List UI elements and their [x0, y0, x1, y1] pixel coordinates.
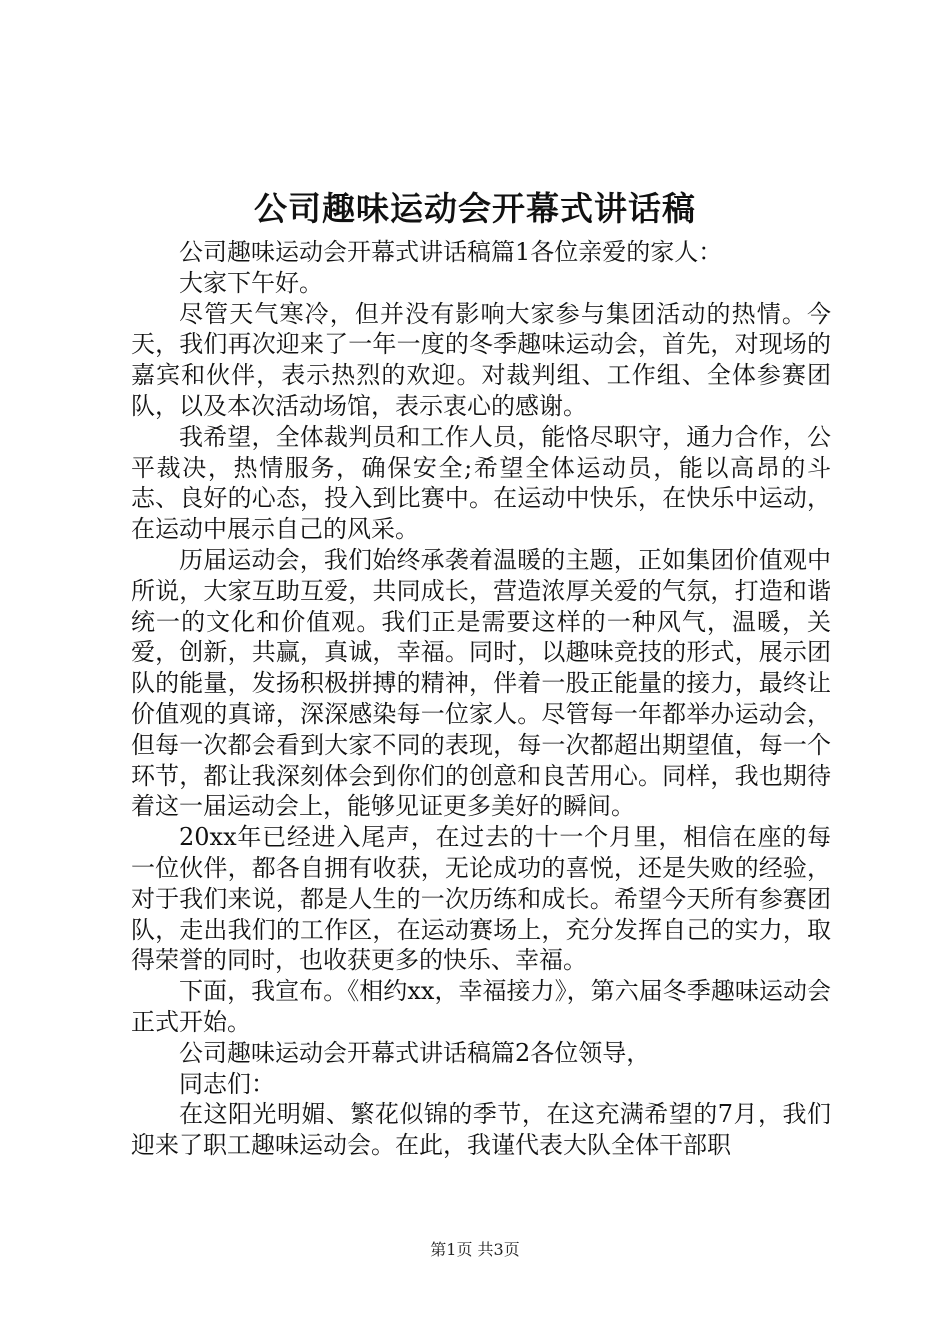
paragraph-10: 在这阳光明媚、繁花似锦的季节，在这充满希望的7月，我们迎来了职工趣味运动会。在此，我谨代表大队全体干部职 [131, 1100, 831, 1160]
page-footer: 第1页 共3页 [430, 1240, 520, 1259]
paragraph-9: 同志们： [179, 1069, 275, 1098]
document-body [131, 237, 831, 1161]
paragraph-1: 公司趣味运动会开幕式讲话稿篇1各位亲爱的家人： [179, 238, 723, 266]
paragraph-2: 大家下午好。 [179, 268, 323, 297]
paragraph-6: 20xx年已经进入尾声，在过去的十一个月里，相信在座的每一位伙伴，都各自拥有收获，无论成功的喜悦，还是失败的经验，对于我们来说，都是人生的一次历练和成长。希望今天所有参赛团队，走出我们的工作区，在运动赛场上，充分发挥自己的实力，取得荣誉的同时，也收获更多的快乐、幸福。 [131, 823, 831, 975]
paragraph-7: 下面，我宣布。《相约xx，幸福接力》，第六届冬季趣味运动会正式开始。 [131, 977, 831, 1036]
document-title: 公司趣味运动会开幕式讲话稿 [254, 189, 696, 228]
paragraph-5: 历届运动会，我们始终承袭着温暖的主题，正如集团价值观中所说，大家互助互爱，共同成长，营造浓厚关爱的气氛，打造和谐统一的文化和价值观。我们正是需要这样的一种风气，温暖，关爱，创新，共赢，真诚，幸福。同时，以趣味竞技的形式，展示团队的能量，发扬积极拼搏的精神，伴着一股正能量的接力，最终让价值观的真谛，深深感染每一位家人。尽管每一年都举办运动会，但每一次都会看到大家不同的表现，每一次都超出期望值，每一个环节，都让我深刻体会到你们的创意和良苦用心。同样，我也期待着这一届运动会上，能够见证更多美好的瞬间。 [131, 545, 831, 821]
paragraph-4: 我希望，全体裁判员和工作人员，能恪尽职守，通力合作，公平裁决，热情服务，确保安全;希望全体运动员，能以高昂的斗志、良好的心态，投入到比赛中。在运动中快乐，在快乐中运动，在运动中展示自己的风采。 [131, 422, 831, 544]
paragraph-8: 公司趣味运动会开幕式讲话稿篇2各位领导， [179, 1038, 651, 1067]
paragraph-3: 尽管天气寒冷，但并没有影响大家参与集团活动的热情。今天，我们再次迎来了一年一度的冬季趣味运动会，首先，对现场的嘉宾和伙伴，表示热烈的欢迎。对裁判组、工作组、全体参赛团队，以及本次活动场馆，表示衷心的感谢。 [131, 299, 831, 420]
